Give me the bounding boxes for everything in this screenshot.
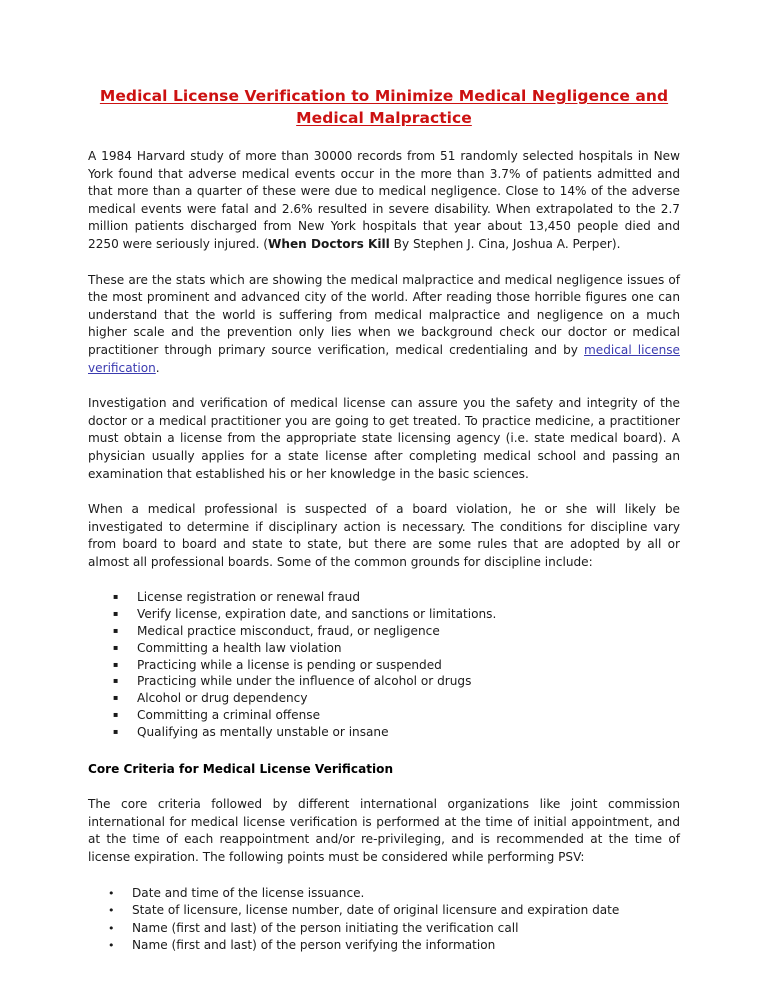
list-item bbox=[88, 885, 680, 903]
paragraph-investigation: Investigation and verification of medical license can assure you the safety and integrity of the doctor or a medical practitioner you are going to get treated. To practice medicine, a practitioner must obtain a license from the appropriate state licensing agency (i.e. state medical board). A physician usually applies for a state license after completing medical school and passing an examination that established his or her knowledge in the basic sciences. bbox=[88, 396, 680, 481]
psv-points-list bbox=[88, 885, 680, 955]
square-bullet-icon: ▪ bbox=[113, 676, 119, 686]
paragraph-core-criteria: The core criteria followed by different international organizations like joint commission international for medical license verification is performed at the time of initial appointment, and at the time of each reappointment and/or re-privileging, and is recommended at the time of license expiration. The following points must be considered while performing PSV: bbox=[88, 797, 680, 865]
paragraph-harvard-study bbox=[88, 148, 680, 254]
list-item bbox=[88, 640, 680, 657]
list-item bbox=[88, 606, 680, 623]
round-bullet-icon: • bbox=[108, 921, 115, 935]
list-item bbox=[88, 589, 680, 606]
list-item-label: Practicing while under the influence of alcohol or drugs bbox=[137, 674, 472, 689]
list-item bbox=[88, 673, 680, 690]
square-bullet-icon: ▪ bbox=[113, 693, 119, 703]
spacer bbox=[88, 741, 680, 761]
square-bullet-icon: ▪ bbox=[113, 726, 119, 736]
list-item-label: Name (first and last) of the person initiating the verification call bbox=[132, 920, 519, 935]
square-bullet-icon: ▪ bbox=[113, 626, 119, 636]
section-heading-core-criteria: Core Criteria for Medical License Verification bbox=[88, 761, 394, 776]
square-bullet-icon: ▪ bbox=[113, 659, 119, 669]
square-bullet-icon: ▪ bbox=[113, 642, 119, 652]
list-item-label: Committing a criminal offense bbox=[137, 708, 321, 723]
list-item bbox=[88, 690, 680, 707]
paragraph-text-part: By Stephen J. Cina, Joshua A. Perper). bbox=[389, 236, 621, 251]
page-title: Medical License Verification to Minimize Medical Negligence and Medical Malpractice bbox=[99, 87, 669, 127]
list-item bbox=[88, 724, 680, 741]
list-item-label: Medical practice misconduct, fraud, or negligence bbox=[137, 624, 440, 639]
paragraph-text-part: These are the stats which are showing the medical malpractice and medical negligence issues of the most prominent and advanced city of the world. After reading those horrible figures one can understand that the world is suffering from medical malpractice and negligence on a much higher scale and the prevention only lies when we background check our doctor or medical practitioner through primary source verification, medical credentialing and by bbox=[88, 272, 680, 357]
round-bullet-icon: • bbox=[108, 939, 115, 953]
list-item-label: License registration or renewal fraud bbox=[137, 590, 361, 605]
list-item bbox=[88, 920, 680, 938]
paragraph-text-part: A 1984 Harvard study of more than 30000 records from 51 randomly selected hospitals in New York found that adverse medical events occur in the more than 3.7% of patients admitted and that more than a quarter of these were due to medical negligence. Close to 14% of the adverse medical events were fatal and 2.6% resulted in severe disability. When extrapolated to the 2.7 million patients discharged from New York hospitals that year about 13,450 people died and 2250 were seriously injured. ( bbox=[88, 149, 680, 251]
square-bullet-icon: ▪ bbox=[113, 609, 119, 619]
list-item-label: Alcohol or drug dependency bbox=[137, 691, 308, 706]
round-bullet-icon: • bbox=[108, 886, 115, 900]
list-item-label: Date and time of the license issuance. bbox=[132, 885, 365, 900]
list-item-label: Practicing while a license is pending or suspended bbox=[137, 657, 442, 672]
list-item-label: Name (first and last) of the person verifying the information bbox=[132, 938, 496, 953]
list-item bbox=[88, 937, 680, 955]
medical-license-verification-link[interactable]: medical license verification bbox=[88, 342, 680, 375]
discipline-grounds-list bbox=[88, 589, 680, 740]
list-item bbox=[88, 902, 680, 920]
list-item-label: State of licensure, license number, date of original licensure and expiration date bbox=[132, 903, 620, 918]
list-item bbox=[88, 707, 680, 724]
list-item bbox=[88, 623, 680, 640]
list-item-label: Verify license, expiration date, and sanctions or limitations. bbox=[137, 607, 497, 622]
round-bullet-icon: • bbox=[108, 904, 115, 918]
paragraph-stats-overview bbox=[88, 272, 680, 378]
square-bullet-icon: ▪ bbox=[113, 710, 119, 720]
list-item-label: Committing a health law violation bbox=[137, 640, 342, 655]
paragraph-board-violation: When a medical professional is suspected of a board violation, he or she will likely be investigated to determine if disciplinary action is necessary. The conditions for discipline vary from board to board and state to state, but there are some rules that are adopted by all or almost all professional boards. Some of the common grounds for discipline include: bbox=[88, 502, 680, 569]
document-content bbox=[88, 86, 680, 955]
paragraph-text-part: . bbox=[155, 360, 160, 375]
book-title-bold: When Doctors Kill bbox=[268, 236, 390, 251]
list-item bbox=[88, 657, 680, 674]
list-item-label: Qualifying as mentally unstable or insane bbox=[137, 724, 389, 739]
spacer bbox=[88, 867, 680, 885]
spacer bbox=[88, 571, 680, 589]
square-bullet-icon: ▪ bbox=[113, 592, 119, 602]
